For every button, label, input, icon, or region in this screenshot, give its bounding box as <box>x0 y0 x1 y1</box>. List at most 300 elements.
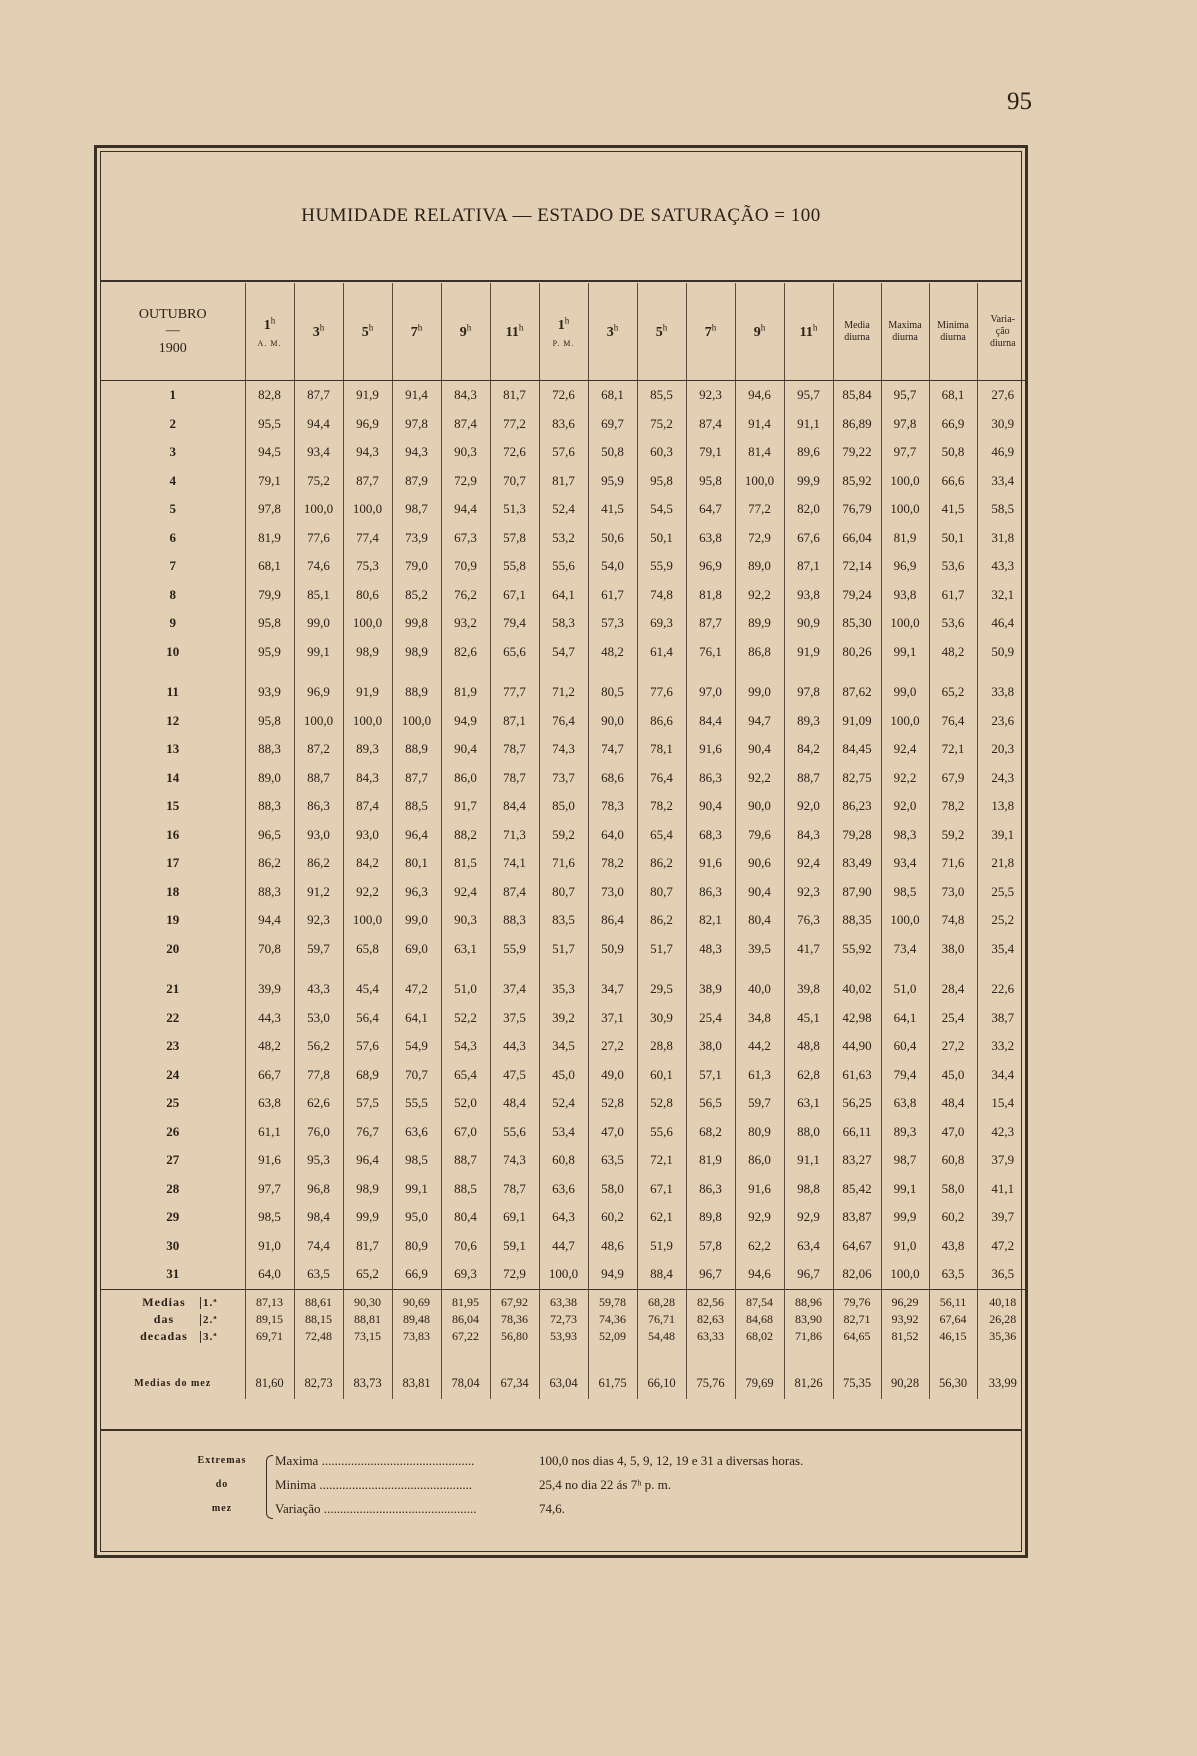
extremes-minima-row <box>101 1475 1021 1495</box>
table-cell: 63,1 <box>441 935 490 964</box>
hour-header <box>735 283 784 381</box>
table-cell: 93,8 <box>881 581 929 610</box>
table-cell: 52,0 <box>441 1089 490 1118</box>
table-cell: 100,0 <box>881 1260 929 1289</box>
table-cell: 60,2 <box>588 1203 637 1232</box>
table-row <box>101 735 1028 764</box>
table-cell: 57,6 <box>539 438 588 467</box>
table-cell: 100,0 <box>881 906 929 935</box>
table-cell: 95,7 <box>784 381 833 410</box>
hour-header <box>490 283 539 381</box>
table-cell: 94,9 <box>588 1260 637 1289</box>
day-number: 24 <box>166 1066 180 1082</box>
table-cell: 64,1 <box>881 1004 929 1033</box>
table-cell: 94,3 <box>343 438 392 467</box>
table-cell: 48,4 <box>929 1089 977 1118</box>
table-cell: 86,2 <box>294 849 343 878</box>
table-cell: 46,15 <box>929 1328 977 1345</box>
hour-header <box>392 283 441 381</box>
table-cell: 86,89 <box>833 410 881 439</box>
minima-label-2: diurna <box>940 331 966 343</box>
table-cell: 26,28 <box>977 1311 1028 1328</box>
table-cell: 62,1 <box>637 1203 686 1232</box>
month-dash: — <box>165 322 180 338</box>
table-cell: 98,9 <box>392 638 441 667</box>
table-cell: 94,4 <box>294 410 343 439</box>
table-cell: 70,8 <box>245 935 294 964</box>
extremes-word-1: Extremas <box>197 1455 247 1466</box>
table-cell: 48,3 <box>686 935 735 964</box>
table-cell: 72,48 <box>294 1328 343 1345</box>
spacer-cell <box>245 1345 294 1369</box>
gap-cell <box>833 666 881 678</box>
minima-header <box>929 283 977 381</box>
table-cell: 50,8 <box>929 438 977 467</box>
table-cell: 85,5 <box>637 381 686 410</box>
table-cell: 90,6 <box>735 849 784 878</box>
table-cell: 57,6 <box>343 1032 392 1061</box>
hour-header <box>441 283 490 381</box>
table-cell: 93,0 <box>294 821 343 850</box>
day-number: 7 <box>169 558 176 574</box>
hour-suffix: h <box>760 322 766 333</box>
table-cell: 100,0 <box>343 707 392 736</box>
table-cell: 88,5 <box>392 792 441 821</box>
minima-value: 25,4 no dia 22 ás 7ʰ p. m. <box>539 1477 671 1492</box>
table-cell: 72,9 <box>490 1260 539 1289</box>
month-label: OUTUBRO <box>138 306 207 322</box>
table-cell: 50,9 <box>588 935 637 964</box>
table-cell: 83,90 <box>784 1311 833 1328</box>
decade-mean-row <box>101 1289 1028 1311</box>
hour-label: 7 <box>704 324 712 340</box>
spacer-cell <box>441 1345 490 1369</box>
table-cell: 94,3 <box>392 438 441 467</box>
table-cell: 86,3 <box>686 878 735 907</box>
table-cell: 69,7 <box>588 410 637 439</box>
table-cell: 96,7 <box>784 1260 833 1289</box>
gap-cell <box>245 666 294 678</box>
table-cell: 80,1 <box>392 849 441 878</box>
table-cell: 59,2 <box>929 821 977 850</box>
table-cell: 47,2 <box>392 975 441 1004</box>
table-cell: 44,3 <box>245 1004 294 1033</box>
table-cell: 98,9 <box>343 638 392 667</box>
table-cell: 78,7 <box>490 764 539 793</box>
table-cell: 66,7 <box>245 1061 294 1090</box>
table-cell: 41,7 <box>784 935 833 964</box>
table-cell: 67,34 <box>490 1369 539 1399</box>
day-number: 22 <box>166 1009 180 1025</box>
gap-cell <box>929 963 977 975</box>
table-cell: 63,6 <box>539 1175 588 1204</box>
gap-cell <box>929 666 977 678</box>
table-cell: 81,8 <box>686 581 735 610</box>
hour-header <box>343 283 392 381</box>
table-cell: 67,1 <box>637 1175 686 1204</box>
table-cell: 99,0 <box>392 906 441 935</box>
table-cell: 98,5 <box>245 1203 294 1232</box>
table-cell: 38,0 <box>686 1032 735 1061</box>
table-cell: 40,18 <box>977 1289 1028 1311</box>
table-cell: 100,0 <box>343 609 392 638</box>
table-cell: 72,1 <box>637 1146 686 1175</box>
table-cell: 72,6 <box>539 381 588 410</box>
minima-label: Minima ..... <box>275 1475 495 1495</box>
table-cell: 69,71 <box>245 1328 294 1345</box>
table-cell: 63,8 <box>686 524 735 553</box>
hour-label: 3 <box>606 324 614 340</box>
table-cell: 90,4 <box>735 878 784 907</box>
table-cell: 81,60 <box>245 1369 294 1399</box>
table-cell: 76,0 <box>294 1118 343 1147</box>
spacer-cell <box>929 1345 977 1369</box>
table-row <box>101 581 1028 610</box>
gap-cell <box>539 963 588 975</box>
table-cell: 85,1 <box>294 581 343 610</box>
table-cell: 93,92 <box>881 1311 929 1328</box>
days-body <box>101 381 1028 1290</box>
table-row <box>101 1146 1028 1175</box>
variacao-label: Variação ..... <box>275 1499 495 1519</box>
table-cell: 96,9 <box>686 552 735 581</box>
table-cell: 53,6 <box>929 609 977 638</box>
table-cell: 95,8 <box>245 609 294 638</box>
table-cell: 66,04 <box>833 524 881 553</box>
gap-cell <box>784 666 833 678</box>
table-cell: 88,81 <box>343 1311 392 1328</box>
table-cell: 51,0 <box>441 975 490 1004</box>
table-cell: 74,1 <box>490 849 539 878</box>
table-cell: 39,8 <box>784 975 833 1004</box>
table-cell: 73,15 <box>343 1328 392 1345</box>
variacao-label-3: diurna <box>989 337 1016 349</box>
table-cell: 81,5 <box>441 849 490 878</box>
table-cell: 86,0 <box>441 764 490 793</box>
table-cell: 65,4 <box>637 821 686 850</box>
table-cell: 82,71 <box>833 1311 881 1328</box>
table-row <box>101 1089 1028 1118</box>
table-cell: 51,3 <box>490 495 539 524</box>
table-cell: 89,0 <box>735 552 784 581</box>
table-cell: 87,7 <box>392 764 441 793</box>
humidity-table <box>101 283 1028 1399</box>
decade-ordinal: 1.ª <box>200 1297 218 1309</box>
gap-cell <box>735 666 784 678</box>
gap-cell <box>735 963 784 975</box>
table-cell: 66,10 <box>637 1369 686 1399</box>
table-cell: 96,5 <box>245 821 294 850</box>
table-cell: 69,3 <box>637 609 686 638</box>
table-cell: 99,0 <box>881 678 929 707</box>
table-cell: 81,9 <box>881 524 929 553</box>
table-cell: 71,3 <box>490 821 539 850</box>
table-cell: 79,4 <box>490 609 539 638</box>
table-cell: 50,9 <box>977 638 1028 667</box>
table-cell: 96,9 <box>294 678 343 707</box>
table-cell: 43,3 <box>977 552 1028 581</box>
table-cell: 91,0 <box>245 1232 294 1261</box>
table-cell: 60,4 <box>881 1032 929 1061</box>
table-cell: 68,28 <box>637 1289 686 1311</box>
table-cell: 65,2 <box>929 678 977 707</box>
table-cell: 33,4 <box>977 467 1028 496</box>
table-cell: 37,5 <box>490 1004 539 1033</box>
table-cell: 33,99 <box>977 1369 1028 1399</box>
table-cell: 62,8 <box>784 1061 833 1090</box>
decade-mean-row <box>101 1328 1028 1345</box>
table-row <box>101 1061 1028 1090</box>
table-cell: 79,28 <box>833 821 881 850</box>
page-number: 95 <box>1007 88 1032 115</box>
table-cell: 88,96 <box>784 1289 833 1311</box>
table-cell: 84,3 <box>784 821 833 850</box>
table-cell: 88,0 <box>784 1118 833 1147</box>
table-cell: 67,92 <box>490 1289 539 1311</box>
table-cell: 85,0 <box>539 792 588 821</box>
table-cell: 81,52 <box>881 1328 929 1345</box>
table-cell: 94,6 <box>735 1260 784 1289</box>
table-cell: 87,7 <box>343 467 392 496</box>
table-cell: 90,30 <box>343 1289 392 1311</box>
table-cell: 82,6 <box>441 638 490 667</box>
table-cell: 70,9 <box>441 552 490 581</box>
table-cell: 93,9 <box>245 678 294 707</box>
table-cell: 53,0 <box>294 1004 343 1033</box>
table-cell: 47,0 <box>929 1118 977 1147</box>
table-cell: 91,1 <box>784 1146 833 1175</box>
table-cell: 95,8 <box>686 467 735 496</box>
table-cell: 88,35 <box>833 906 881 935</box>
table-cell: 97,0 <box>686 678 735 707</box>
table-cell: 91,7 <box>441 792 490 821</box>
table-cell: 61,7 <box>929 581 977 610</box>
table-row <box>101 975 1028 1004</box>
decade-label-cell <box>101 1328 245 1345</box>
table-cell: 86,4 <box>588 906 637 935</box>
table-cell: 88,5 <box>441 1175 490 1204</box>
hour-header <box>784 283 833 381</box>
decade-mean-row <box>101 1311 1028 1328</box>
table-cell: 86,6 <box>637 707 686 736</box>
table-cell: 69,0 <box>392 935 441 964</box>
table-cell: 76,4 <box>539 707 588 736</box>
table-cell: 77,4 <box>343 524 392 553</box>
table-cell: 100,0 <box>735 467 784 496</box>
hour-label: 5 <box>655 324 663 340</box>
table-cell: 81,7 <box>539 467 588 496</box>
table-cell: 79,69 <box>735 1369 784 1399</box>
table-cell: 74,4 <box>294 1232 343 1261</box>
table-cell: 100,0 <box>539 1260 588 1289</box>
gap-cell <box>101 963 245 975</box>
hour-header <box>588 283 637 381</box>
table-cell: 92,2 <box>343 878 392 907</box>
table-cell: 78,2 <box>929 792 977 821</box>
media-header <box>833 283 881 381</box>
day-number: 6 <box>169 529 176 545</box>
table-cell: 74,6 <box>294 552 343 581</box>
table-cell: 21,8 <box>977 849 1028 878</box>
table-cell: 91,9 <box>343 678 392 707</box>
table-cell: 80,9 <box>392 1232 441 1261</box>
spacer-cell <box>881 1345 929 1369</box>
decade-means-body <box>101 1289 1028 1345</box>
table-cell: 68,1 <box>929 381 977 410</box>
table-title-box <box>101 152 1021 282</box>
table-cell: 35,4 <box>977 935 1028 964</box>
gap-cell <box>686 666 735 678</box>
table-cell: 53,6 <box>929 552 977 581</box>
gap-cell <box>833 963 881 975</box>
table-cell: 100,0 <box>881 495 929 524</box>
table-row <box>101 707 1028 736</box>
table-cell: 64,67 <box>833 1232 881 1261</box>
table-row <box>101 878 1028 907</box>
table-cell: 89,6 <box>784 438 833 467</box>
table-row <box>101 764 1028 793</box>
table-cell: 55,9 <box>490 935 539 964</box>
table-cell: 55,6 <box>490 1118 539 1147</box>
table-cell: 73,4 <box>881 935 929 964</box>
table-cell: 56,80 <box>490 1328 539 1345</box>
table-cell: 81,4 <box>735 438 784 467</box>
decade-ordinal: 2.ª <box>200 1314 218 1326</box>
table-cell: 79,1 <box>686 438 735 467</box>
table-cell: 84,4 <box>490 792 539 821</box>
table-cell: 92,4 <box>441 878 490 907</box>
table-cell: 90,69 <box>392 1289 441 1311</box>
table-cell: 86,04 <box>441 1311 490 1328</box>
table-cell: 64,0 <box>245 1260 294 1289</box>
table-cell: 41,1 <box>977 1175 1028 1204</box>
table-cell: 86,2 <box>245 849 294 878</box>
table-cell: 63,6 <box>392 1118 441 1147</box>
gap-cell <box>343 666 392 678</box>
table-cell: 42,3 <box>977 1118 1028 1147</box>
table-cell: 86,0 <box>735 1146 784 1175</box>
table-cell: 67,9 <box>929 764 977 793</box>
table-cell: 55,8 <box>490 552 539 581</box>
table-cell: 55,6 <box>637 1118 686 1147</box>
table-cell: 77,2 <box>490 410 539 439</box>
table-cell: 88,15 <box>294 1311 343 1328</box>
table-cell: 37,4 <box>490 975 539 1004</box>
table-cell: 66,11 <box>833 1118 881 1147</box>
day-number: 9 <box>169 615 176 631</box>
table-cell: 48,2 <box>588 638 637 667</box>
table-cell: 74,8 <box>929 906 977 935</box>
table-cell: 79,0 <box>392 552 441 581</box>
table-cell: 77,8 <box>294 1061 343 1090</box>
table-cell: 38,0 <box>929 935 977 964</box>
table-cell: 73,7 <box>539 764 588 793</box>
table-cell: 86,3 <box>294 792 343 821</box>
table-cell: 45,1 <box>784 1004 833 1033</box>
table-cell: 39,7 <box>977 1203 1028 1232</box>
table-cell: 86,23 <box>833 792 881 821</box>
hour-suffix: h <box>662 322 668 333</box>
table-cell: 98,3 <box>881 821 929 850</box>
table-cell: 75,3 <box>343 552 392 581</box>
table-cell: 75,2 <box>294 467 343 496</box>
spacer-cell <box>977 1345 1028 1369</box>
table-row <box>101 1232 1028 1261</box>
table-cell: 58,3 <box>539 609 588 638</box>
table-cell: 55,5 <box>392 1089 441 1118</box>
table-cell: 55,92 <box>833 935 881 964</box>
table-frame <box>94 145 1028 1558</box>
table-cell: 99,0 <box>294 609 343 638</box>
table-cell: 34,4 <box>977 1061 1028 1090</box>
table-cell: 98,5 <box>881 878 929 907</box>
table-cell: 98,5 <box>392 1146 441 1175</box>
gap-cell <box>588 963 637 975</box>
hour-suffix: h <box>711 322 717 333</box>
table-cell: 56,11 <box>929 1289 977 1311</box>
table-cell: 80,6 <box>343 581 392 610</box>
table-cell: 59,1 <box>490 1232 539 1261</box>
table-cell: 100,0 <box>881 707 929 736</box>
table-cell: 100,0 <box>294 495 343 524</box>
day-number: 8 <box>169 586 176 602</box>
table-cell: 68,9 <box>343 1061 392 1090</box>
table-cell: 65,8 <box>343 935 392 964</box>
table-cell: 94,9 <box>441 707 490 736</box>
table-cell: 33,2 <box>977 1032 1028 1061</box>
spacer-row <box>101 1345 1028 1369</box>
table-row <box>101 381 1028 410</box>
table-row <box>101 438 1028 467</box>
table-cell: 57,8 <box>490 524 539 553</box>
day-number: 16 <box>166 826 180 842</box>
table-cell: 91,9 <box>784 638 833 667</box>
table-cell: 95,7 <box>881 381 929 410</box>
table-cell: 78,3 <box>588 792 637 821</box>
table-cell: 89,8 <box>686 1203 735 1232</box>
table-cell: 92,3 <box>784 878 833 907</box>
table-cell: 86,3 <box>686 1175 735 1204</box>
table-cell: 92,3 <box>686 381 735 410</box>
table-cell: 67,1 <box>490 581 539 610</box>
table-cell: 74,7 <box>588 735 637 764</box>
table-cell: 78,2 <box>588 849 637 878</box>
hour-suffix: h <box>368 322 374 333</box>
table-cell: 56,25 <box>833 1089 881 1118</box>
table-cell: 65,2 <box>343 1260 392 1289</box>
table-row <box>101 1032 1028 1061</box>
table-cell: 52,2 <box>441 1004 490 1033</box>
table-cell: 82,1 <box>686 906 735 935</box>
hour-suffix: h <box>812 322 818 333</box>
table-cell: 61,7 <box>588 581 637 610</box>
table-cell: 56,5 <box>686 1089 735 1118</box>
table-cell: 97,8 <box>245 495 294 524</box>
table-cell: 64,0 <box>588 821 637 850</box>
maxima-value: 100,0 nos dias 4, 5, 9, 12, 19 e 31 a diversas horas. <box>539 1453 804 1468</box>
table-cell: 25,5 <box>977 878 1028 907</box>
table-cell: 44,7 <box>539 1232 588 1261</box>
table-cell: 87,4 <box>343 792 392 821</box>
table-cell: 72,9 <box>735 524 784 553</box>
table-cell: 64,1 <box>392 1004 441 1033</box>
table-cell: 81,7 <box>343 1232 392 1261</box>
hour-suffix: h <box>319 322 325 333</box>
table-cell: 83,6 <box>539 410 588 439</box>
minima-label-1: Minima <box>937 319 969 331</box>
table-cell: 58,5 <box>977 495 1028 524</box>
gap-cell <box>784 963 833 975</box>
